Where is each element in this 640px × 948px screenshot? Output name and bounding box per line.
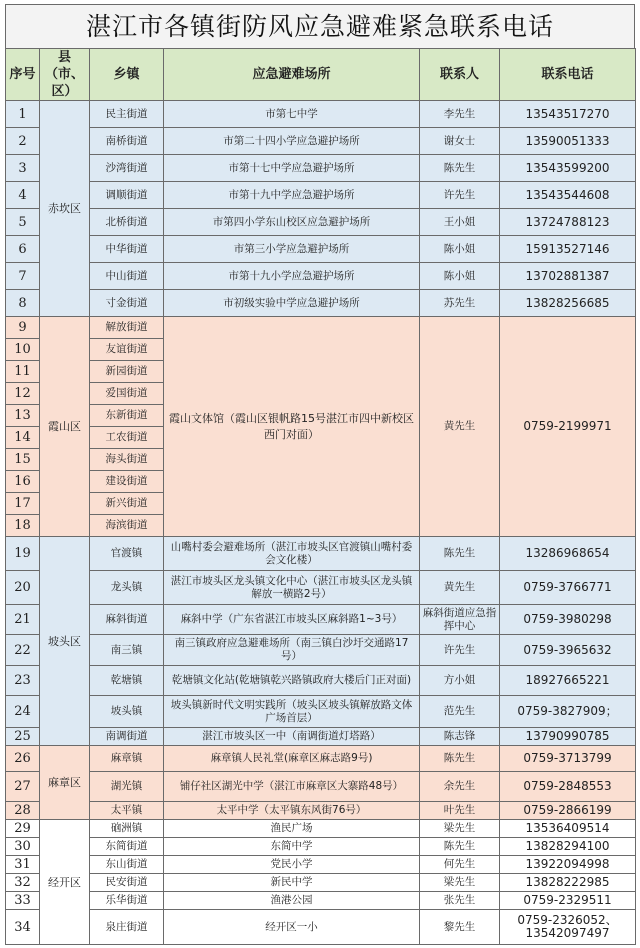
- phone-cell: 13536409514: [500, 820, 636, 838]
- town-cell: 东新街道: [90, 405, 164, 427]
- phone-cell: 13828222985: [500, 874, 636, 892]
- shelter-site-cell: 市初级实验中学应急避护场所: [164, 290, 420, 317]
- phone-cell: 18927665221: [500, 666, 636, 696]
- row-number: 33: [6, 892, 40, 910]
- table-row: [6, 155, 636, 182]
- contact-table: [5, 48, 636, 945]
- table-row: [6, 772, 636, 802]
- row-number: 29: [6, 820, 40, 838]
- row-number: 12: [6, 383, 40, 405]
- phone-cell: 0759-3965632: [500, 635, 636, 666]
- shelter-site-cell: 霞山文体馆（霞山区银帆路15号湛江市四中新校区西门对面）: [164, 317, 420, 537]
- town-cell: 友谊街道: [90, 339, 164, 361]
- row-number: 14: [6, 427, 40, 449]
- row-number: 21: [6, 605, 40, 635]
- row-number: 16: [6, 471, 40, 493]
- contact-cell: 许先生: [420, 635, 500, 666]
- header-phone: 联系电话: [500, 49, 636, 101]
- contact-cell: 许先生: [420, 182, 500, 209]
- header-county: 县（市、区）: [40, 49, 90, 101]
- row-number: 18: [6, 515, 40, 537]
- row-number: 24: [6, 696, 40, 728]
- row-number: 11: [6, 361, 40, 383]
- phone-cell: 0759-2866199: [500, 802, 636, 820]
- town-cell: 硇洲镇: [90, 820, 164, 838]
- contact-cell: 黄先生: [420, 571, 500, 605]
- row-number: 6: [6, 236, 40, 263]
- table-row: [6, 892, 636, 910]
- shelter-site-cell: 南三镇政府应急避难场所（南三镇白沙圩交通路17号）: [164, 635, 420, 666]
- shelter-site-cell: 市第二十四小学应急避护场所: [164, 128, 420, 155]
- town-cell: 北桥街道: [90, 209, 164, 236]
- contact-cell: 陈先生: [420, 155, 500, 182]
- table-row: [6, 666, 636, 696]
- shelter-site-cell: 市第四小学东山校区应急避护场所: [164, 209, 420, 236]
- row-number: 9: [6, 317, 40, 339]
- row-number: 30: [6, 838, 40, 856]
- table-row: [6, 802, 636, 820]
- phone-cell: 0759-2848553: [500, 772, 636, 802]
- document-page: [5, 4, 635, 945]
- phone-cell: 13790990785: [500, 728, 636, 746]
- shelter-site-cell: 太平中学（太平镇东风街76号）: [164, 802, 420, 820]
- district-cell: 麻章区: [40, 746, 90, 820]
- phone-cell: 15913527146: [500, 236, 636, 263]
- row-number: 5: [6, 209, 40, 236]
- table-row: [6, 728, 636, 746]
- phone-cell: 13828294100: [500, 838, 636, 856]
- shelter-site-cell: 东简中学: [164, 838, 420, 856]
- contact-cell: 李先生: [420, 101, 500, 128]
- row-number: 19: [6, 537, 40, 571]
- contact-cell: 谢女士: [420, 128, 500, 155]
- shelter-site-cell: 市第十九中学应急避护场所: [164, 182, 420, 209]
- contact-cell: 陈先生: [420, 746, 500, 772]
- town-cell: 建设街道: [90, 471, 164, 493]
- shelter-site-cell: 铺仔社区湖光中学（湛江市麻章区大寨路48号）: [164, 772, 420, 802]
- phone-cell: 0759-3713799: [500, 746, 636, 772]
- table-row: [6, 537, 636, 571]
- table-row: [6, 263, 636, 290]
- row-number: 1: [6, 101, 40, 128]
- town-cell: 泉庄街道: [90, 910, 164, 945]
- table-body: [6, 101, 636, 945]
- phone-cell: 13543517270: [500, 101, 636, 128]
- town-cell: 东山街道: [90, 856, 164, 874]
- contact-cell: 余先生: [420, 772, 500, 802]
- table-row: [6, 605, 636, 635]
- shelter-site-cell: 山嘴村委会避难场所（湛江市坡头区官渡镇山嘴村委会文化楼）: [164, 537, 420, 571]
- town-cell: 新园街道: [90, 361, 164, 383]
- contact-cell: 陈志锋: [420, 728, 500, 746]
- shelter-site-cell: 市第七中学: [164, 101, 420, 128]
- row-number: 22: [6, 635, 40, 666]
- phone-cell: 13702881387: [500, 263, 636, 290]
- page-title: 湛江市各镇街防风应急避难紧急联系电话: [5, 4, 635, 48]
- table-row: [6, 182, 636, 209]
- row-number: 27: [6, 772, 40, 802]
- shelter-site-cell: 麻斜中学（广东省湛江市坡头区麻斜路1~3号）: [164, 605, 420, 635]
- town-cell: 爱国街道: [90, 383, 164, 405]
- table-row: [6, 209, 636, 236]
- phone-cell: 13724788123: [500, 209, 636, 236]
- contact-cell: 何先生: [420, 856, 500, 874]
- row-number: 31: [6, 856, 40, 874]
- row-number: 4: [6, 182, 40, 209]
- row-number: 34: [6, 910, 40, 945]
- phone-cell: 13590051333: [500, 128, 636, 155]
- phone-cell: 13286968654: [500, 537, 636, 571]
- shelter-site-cell: 湛江市坡头区一中（南调街道灯塔路）: [164, 728, 420, 746]
- town-cell: 官渡镇: [90, 537, 164, 571]
- table-row: [6, 290, 636, 317]
- town-cell: 坡头镇: [90, 696, 164, 728]
- row-number: 2: [6, 128, 40, 155]
- header-row: [6, 49, 636, 101]
- table-row: [6, 856, 636, 874]
- town-cell: 东简街道: [90, 838, 164, 856]
- town-cell: 海头街道: [90, 449, 164, 471]
- contact-cell: 梁先生: [420, 874, 500, 892]
- row-number: 25: [6, 728, 40, 746]
- district-cell: 经开区: [40, 820, 90, 945]
- row-number: 3: [6, 155, 40, 182]
- town-cell: 南调街道: [90, 728, 164, 746]
- phone-cell: 0759-3980298: [500, 605, 636, 635]
- town-cell: 海滨街道: [90, 515, 164, 537]
- contact-cell: 黄先生: [420, 317, 500, 537]
- contact-cell: 叶先生: [420, 802, 500, 820]
- shelter-site-cell: 经开区一小: [164, 910, 420, 945]
- header-contact: 联系人: [420, 49, 500, 101]
- row-number: 20: [6, 571, 40, 605]
- district-cell: 赤坎区: [40, 101, 90, 317]
- phone-cell: 0759-2329511: [500, 892, 636, 910]
- row-number: 10: [6, 339, 40, 361]
- contact-cell: 陈小姐: [420, 263, 500, 290]
- town-cell: 新兴街道: [90, 493, 164, 515]
- row-number: 26: [6, 746, 40, 772]
- shelter-site-cell: 党民小学: [164, 856, 420, 874]
- town-cell: 南三镇: [90, 635, 164, 666]
- shelter-site-cell: 渔港公园: [164, 892, 420, 910]
- table-row: [6, 820, 636, 838]
- table-row: [6, 128, 636, 155]
- shelter-site-cell: 市第十九小学应急避护场所: [164, 263, 420, 290]
- phone-cell: 0759-3766771: [500, 571, 636, 605]
- table-row: [6, 236, 636, 263]
- town-cell: 工农街道: [90, 427, 164, 449]
- row-number: 28: [6, 802, 40, 820]
- shelter-site-cell: 渔民广场: [164, 820, 420, 838]
- town-cell: 民主街道: [90, 101, 164, 128]
- town-cell: 龙头镇: [90, 571, 164, 605]
- shelter-site-cell: 市第十七中学应急避护场所: [164, 155, 420, 182]
- table-row: [6, 838, 636, 856]
- phone-cell: 0759-3827909；: [500, 696, 636, 728]
- header-site: 应急避难场所: [164, 49, 420, 101]
- shelter-site-cell: 市第三小学应急避护场所: [164, 236, 420, 263]
- shelter-site-cell: 乾塘镇文化站(乾塘镇乾兴路镇政府大楼后门正对面): [164, 666, 420, 696]
- town-cell: 太平镇: [90, 802, 164, 820]
- shelter-site-cell: 坡头镇新时代文明实践所（坡头区坡头镇解放路文体广场首层）: [164, 696, 420, 728]
- row-number: 15: [6, 449, 40, 471]
- contact-cell: 黎先生: [420, 910, 500, 945]
- district-cell: 霞山区: [40, 317, 90, 537]
- town-cell: 湖光镇: [90, 772, 164, 802]
- phone-cell: 0759-2326052、13542097497: [500, 910, 636, 945]
- phone-cell: 0759-2199971: [500, 317, 636, 537]
- contact-cell: 麻斜街道应急指挥中心: [420, 605, 500, 635]
- town-cell: 沙湾街道: [90, 155, 164, 182]
- contact-cell: 陈先生: [420, 537, 500, 571]
- row-number: 7: [6, 263, 40, 290]
- contact-cell: 梁先生: [420, 820, 500, 838]
- contact-cell: 张先生: [420, 892, 500, 910]
- table-row: [6, 910, 636, 945]
- town-cell: 中山街道: [90, 263, 164, 290]
- contact-cell: 陈小姐: [420, 236, 500, 263]
- phone-cell: 13543544608: [500, 182, 636, 209]
- shelter-site-cell: 新民中学: [164, 874, 420, 892]
- row-number: 13: [6, 405, 40, 427]
- contact-cell: 陈先生: [420, 838, 500, 856]
- town-cell: 寸金街道: [90, 290, 164, 317]
- table-row: [6, 874, 636, 892]
- contact-cell: 王小姐: [420, 209, 500, 236]
- table-row: [6, 317, 636, 339]
- shelter-site-cell: 麻章镇人民礼堂(麻章区麻志路9号): [164, 746, 420, 772]
- row-number: 23: [6, 666, 40, 696]
- table-row: [6, 635, 636, 666]
- header-town: 乡镇: [90, 49, 164, 101]
- town-cell: 南桥街道: [90, 128, 164, 155]
- contact-cell: 方小姐: [420, 666, 500, 696]
- row-number: 8: [6, 290, 40, 317]
- shelter-site-cell: 湛江市坡头区龙头镇文化中心（湛江市坡头区龙头镇解放一横路2号）: [164, 571, 420, 605]
- town-cell: 麻章镇: [90, 746, 164, 772]
- contact-cell: 苏先生: [420, 290, 500, 317]
- town-cell: 麻斜街道: [90, 605, 164, 635]
- table-row: [6, 571, 636, 605]
- header-no: 序号: [6, 49, 40, 101]
- town-cell: 中华街道: [90, 236, 164, 263]
- town-cell: 民安街道: [90, 874, 164, 892]
- row-number: 17: [6, 493, 40, 515]
- contact-cell: 范先生: [420, 696, 500, 728]
- town-cell: 调顺街道: [90, 182, 164, 209]
- phone-cell: 13828256685: [500, 290, 636, 317]
- table-row: [6, 696, 636, 728]
- town-cell: 乐华街道: [90, 892, 164, 910]
- district-cell: 坡头区: [40, 537, 90, 746]
- table-row: [6, 746, 636, 772]
- phone-cell: 13543599200: [500, 155, 636, 182]
- row-number: 32: [6, 874, 40, 892]
- town-cell: 解放街道: [90, 317, 164, 339]
- town-cell: 乾塘镇: [90, 666, 164, 696]
- phone-cell: 13922094998: [500, 856, 636, 874]
- table-row: [6, 101, 636, 128]
